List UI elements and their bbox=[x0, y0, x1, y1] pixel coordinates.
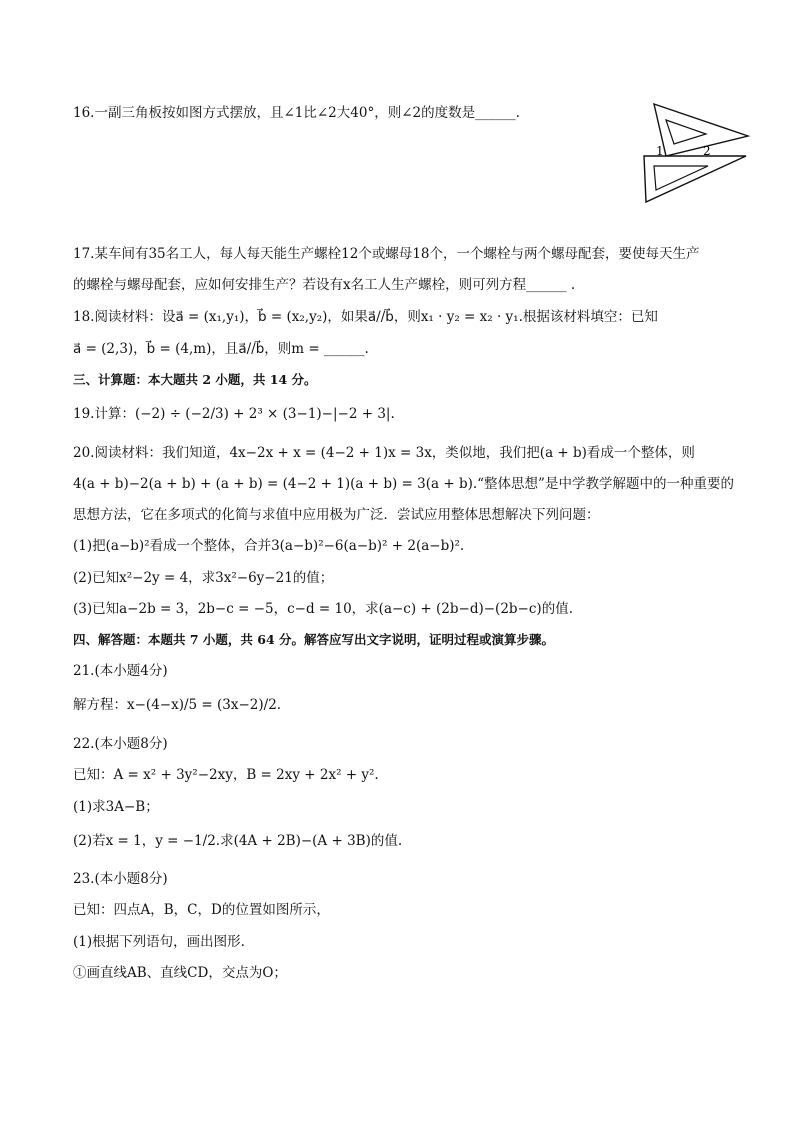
question-20-part3: (3)已知a−2b = 3，2b−c = −5，c−d = 10，求(a−c) + (2b−d)−(2b−c)的值. bbox=[73, 601, 573, 617]
question-23-part1: (1)根据下列语句，画出图形. bbox=[73, 934, 245, 950]
question-22-body: 已知：A = x² + 3y²−2xy，B = 2xy + 2x² + y². bbox=[73, 767, 379, 783]
upper-triangle bbox=[654, 104, 748, 156]
question-21-body: 解方程：x−(4−x)/5 = (3x−2)/2. bbox=[73, 697, 282, 713]
question-21-header: 21.(本小题4分) bbox=[73, 663, 168, 679]
section-3-heading: 三、计算题：本大题共 2 小题，共 14 分。 bbox=[73, 372, 317, 387]
question-16: 16.一副三角板按如图方式摆放，且∠1比∠2大40°，则∠2的度数是______. bbox=[73, 105, 520, 121]
question-22-part1: (1)求3A−B； bbox=[73, 799, 159, 815]
question-19: 19.计算：(−2) ÷ (−2/3) + 2³ × (3−1)−|−2 + 3|. bbox=[73, 406, 395, 422]
question-23-header: 23.(本小题8分) bbox=[73, 871, 168, 887]
angle-label-1: 1 bbox=[656, 144, 664, 158]
question-20-line2: 4(a + b)−2(a + b) + (a + b) = (4−2 + 1)(a + b) = 3(a + b).“整体思想”是中学教学解题中的一种重要的 bbox=[73, 476, 734, 492]
lower-triangle bbox=[644, 156, 746, 202]
question-18-line2: a⃗ = (2,3)，b⃗ = (4,m)，且a⃗//b⃗，则m = ______. bbox=[73, 341, 369, 357]
question-20-part2: (2)已知x²−2y = 4，求3x²−6y−21的值； bbox=[73, 570, 334, 586]
section-4-heading: 四、解答题：本题共 7 小题，共 64 分。解答应写出文字说明，证明过程或演算步骤。 bbox=[73, 632, 555, 647]
question-20-line3: 思想方法，它在多项式的化简与求值中应用极为广泛．尝试应用整体思想解决下列问题： bbox=[73, 507, 600, 523]
question-23-part1-item1: ①画直线AB、直线CD，交点为O； bbox=[73, 965, 287, 981]
angle-label-2: 2 bbox=[703, 144, 711, 158]
question-17-line2: 的螺栓与螺母配套，应如何安排生产？若设有x名工人生产螺栓，则可列方程______ . bbox=[73, 277, 576, 293]
question-22-part2: (2)若x = 1，y = −1/2.求(4A + 2B)−(A + 3B)的值. bbox=[73, 833, 403, 849]
question-22-header: 22.(本小题8分) bbox=[73, 736, 168, 752]
question-17-line1: 17.某车间有35名工人，每人每天能生产螺栓12个或螺母18个，一个螺栓与两个螺母配套，要使每天生产 bbox=[73, 246, 700, 262]
question-23-body: 已知：四点A，B，C，D的位置如图所示， bbox=[73, 902, 330, 918]
triangle-rulers-figure bbox=[636, 98, 756, 210]
upper-triangle-inner bbox=[666, 120, 706, 144]
question-18-line1: 18.阅读材料：设a⃗ = (x₁,y₁)，b⃗ = (x₂,y₂)，如果a⃗//b⃗，则x₁ · y₂ = x₂ · y₁.根据该材料填空：已知 bbox=[73, 309, 658, 325]
question-20-part1: (1)把(a−b)²看成一个整体，合并3(a−b)²−6(a−b)² + 2(a−b)². bbox=[73, 538, 465, 554]
question-20-line1: 20.阅读材料：我们知道，4x−2x + x = (4−2 + 1)x = 3x，类似地，我们把(a + b)看成一个整体，则 bbox=[73, 445, 695, 461]
triangle-rulers-svg bbox=[636, 98, 756, 210]
